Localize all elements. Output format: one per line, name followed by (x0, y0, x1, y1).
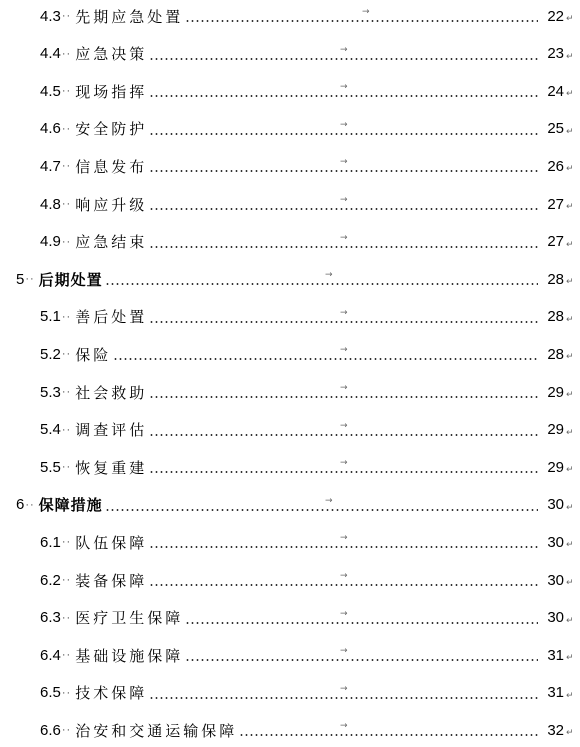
toc-entry-number: 4.4 (40, 45, 61, 63)
toc-entry-page-number: 27 (547, 195, 564, 213)
paragraph-mark-icon: ↵ (566, 89, 574, 100)
toc-entry-5[interactable] (0, 265, 580, 293)
toc-entry-6-3[interactable] (0, 604, 580, 632)
toc-entry-4-5[interactable] (0, 77, 580, 105)
toc-entry-title: 技术保障 (75, 684, 148, 703)
toc-entry-page-number: 28 (547, 308, 564, 326)
toc-entry-separator: ·· (61, 160, 72, 173)
toc-entry-page-number: 30 (547, 533, 564, 551)
paragraph-mark-icon: ↵ (566, 615, 574, 626)
toc-entry-5-3[interactable] (0, 378, 580, 406)
toc-entry-separator: ·· (61, 611, 72, 624)
toc-entry-separator: ·· (25, 498, 35, 511)
toc-entry-separator: ·· (61, 649, 72, 662)
toc-entry-page-number: 30 (547, 496, 564, 514)
toc-entry-number: 4.8 (40, 195, 61, 213)
toc-entry-number: 6.4 (40, 646, 61, 664)
tab-mark-icon: → (340, 646, 348, 657)
toc-entry-separator: ·· (25, 273, 35, 286)
dot-leader (149, 533, 538, 551)
dot-leader (149, 421, 538, 439)
toc-entry-separator: ·· (61, 574, 72, 586)
toc-entry-number: 4.7 (40, 157, 61, 175)
toc-entry-5-4[interactable] (0, 416, 580, 444)
toc-entry-title: 先期应急处置 (75, 7, 184, 26)
dot-leader (105, 270, 538, 288)
paragraph-mark-icon: ↵ (566, 540, 574, 551)
dot-leader (149, 571, 538, 589)
toc-entry-6-6[interactable] (0, 716, 580, 744)
toc-entry-title: 保障措施 (38, 496, 103, 515)
tab-mark-icon: → (325, 270, 333, 281)
toc-entry-page-number: 32 (547, 721, 564, 739)
toc-entry-separator: ·· (61, 686, 72, 699)
toc-entry-6-5[interactable] (0, 679, 580, 707)
paragraph-mark-icon: ↵ (566, 164, 574, 175)
toc-entry-number: 6.6 (40, 721, 61, 739)
toc-entry-separator: ·· (61, 724, 72, 737)
toc-entry-title: 装备保障 (75, 571, 148, 590)
toc-entry-title: 治安和交通运输保障 (75, 721, 238, 740)
paragraph-mark-icon: ↵ (566, 502, 574, 513)
toc-entry-title: 基础设施保障 (75, 646, 184, 665)
tab-mark-icon: → (325, 495, 333, 506)
toc-entry-separator: ·· (61, 310, 72, 323)
toc-entry-separator: ·· (61, 423, 72, 436)
toc-entry-number: 6.3 (40, 609, 61, 627)
toc-entry-page-number: 29 (547, 458, 564, 476)
tab-mark-icon: → (340, 195, 348, 205)
toc-entry-number: 6.1 (40, 533, 61, 551)
tab-mark-icon: → (340, 345, 348, 356)
paragraph-mark-icon: ↵ (566, 427, 574, 438)
paragraph-mark-icon: ↵ (566, 51, 574, 62)
toc-entry-title: 应急结束 (75, 233, 148, 252)
tab-mark-icon: → (340, 420, 348, 431)
toc-entry-number: 6.2 (40, 571, 61, 589)
dot-leader (105, 496, 538, 514)
tab-mark-icon: → (340, 157, 348, 168)
dot-leader (149, 45, 538, 63)
toc-entry-page-number: 31 (547, 684, 564, 702)
paragraph-mark-icon: ↵ (566, 239, 574, 250)
toc-entry-4-3[interactable] (0, 2, 580, 30)
paragraph-mark-icon: ↵ (566, 465, 574, 476)
dot-leader (185, 7, 538, 25)
toc-entry-page-number: 29 (547, 383, 564, 401)
toc-entry-number: 5.5 (40, 458, 61, 476)
toc-entry-separator: ·· (61, 47, 72, 60)
toc-entry-number: 4.3 (40, 7, 61, 25)
dot-leader (149, 458, 538, 476)
toc-entry-4-9[interactable] (0, 228, 580, 256)
paragraph-mark-icon: ↵ (566, 653, 574, 664)
toc-entry-page-number: 31 (547, 646, 564, 664)
dot-leader (149, 684, 538, 702)
toc-entry-5-1[interactable] (0, 303, 580, 331)
toc-entry-page-number: 26 (547, 157, 564, 175)
toc-entry-title: 现场指挥 (75, 82, 148, 101)
toc-entry-number: 5.3 (40, 383, 61, 401)
dot-leader (149, 308, 538, 326)
dot-leader (149, 157, 538, 175)
paragraph-mark-icon: ↵ (566, 126, 574, 137)
toc-entry-number: 4.6 (40, 120, 61, 138)
dot-leader (149, 120, 538, 138)
paragraph-mark-icon: ↵ (566, 14, 574, 24)
toc-entry-page-number: 29 (547, 421, 564, 439)
toc-entry-title: 社会救助 (75, 383, 148, 402)
toc-entry-4-6[interactable] (0, 115, 580, 143)
dot-leader (239, 721, 538, 739)
tab-mark-icon: → (340, 458, 348, 469)
toc-entry-title: 后期处置 (38, 270, 103, 289)
dot-leader (149, 383, 538, 401)
tab-mark-icon: → (362, 7, 370, 17)
toc-entry-separator: ·· (61, 461, 72, 474)
toc-entry-number: 5.4 (40, 421, 61, 439)
toc-entry-page-number: 28 (547, 270, 564, 288)
toc-entry-separator: ·· (61, 235, 72, 248)
toc-entry-number: 6.5 (40, 684, 61, 702)
tab-mark-icon: → (340, 571, 348, 581)
toc-entry-title: 调查评估 (75, 421, 148, 440)
toc-entry-number: 4.9 (40, 233, 61, 251)
toc-entry-number: 5.2 (40, 345, 61, 363)
paragraph-mark-icon: ↵ (566, 314, 574, 325)
tab-mark-icon: → (340, 232, 348, 243)
tab-mark-icon: → (340, 307, 348, 318)
tab-mark-icon: → (340, 119, 348, 130)
toc-entry-6-2[interactable] (0, 566, 580, 594)
toc-entry-separator: ·· (61, 386, 72, 398)
dot-leader (185, 609, 538, 627)
toc-entry-page-number: 24 (547, 82, 564, 100)
toc-entry-number: 4.5 (40, 82, 61, 100)
tab-mark-icon: → (340, 44, 348, 55)
dot-leader (149, 195, 538, 213)
toc-entry-page-number: 27 (547, 233, 564, 251)
toc-entry-6-1[interactable] (0, 528, 580, 556)
paragraph-mark-icon: ↵ (566, 202, 574, 212)
paragraph-mark-icon: ↵ (566, 578, 574, 588)
toc-entry-separator: ·· (61, 348, 72, 361)
tab-mark-icon: → (340, 721, 348, 732)
toc-entry-number: 6 (16, 496, 25, 514)
toc-entry-6[interactable] (0, 491, 580, 519)
toc-entry-page-number: 30 (547, 609, 564, 627)
toc-entry-title: 响应升级 (75, 195, 148, 214)
toc-entry-title: 应急决策 (75, 45, 148, 64)
toc-entry-4-4[interactable] (0, 40, 580, 68)
toc-entry-title: 恢复重建 (75, 458, 148, 477)
toc-entry-5-2[interactable] (0, 340, 580, 368)
toc-entry-separator: ·· (61, 10, 72, 22)
toc-entry-title: 信息发布 (75, 157, 148, 176)
toc-entry-separator: ·· (61, 198, 72, 210)
toc-entry-title: 队伍保障 (75, 533, 148, 552)
paragraph-mark-icon: ↵ (566, 352, 574, 363)
toc-entry-title: 医疗卫生保障 (75, 609, 184, 628)
paragraph-mark-icon: ↵ (566, 277, 574, 288)
tab-mark-icon: → (340, 533, 348, 544)
dot-leader (113, 345, 538, 363)
tab-mark-icon: → (340, 683, 348, 694)
paragraph-mark-icon: ↵ (566, 390, 574, 400)
dot-leader (185, 646, 538, 664)
toc-entry-page-number: 25 (547, 120, 564, 138)
toc-entry-separator: ·· (61, 536, 72, 549)
toc-entry-page-number: 28 (547, 345, 564, 363)
toc-entry-5-5[interactable] (0, 453, 580, 481)
dot-leader (149, 82, 538, 100)
toc-entry-4-7[interactable] (0, 152, 580, 180)
toc-entry-4-8[interactable] (0, 190, 580, 218)
tab-mark-icon: → (340, 82, 348, 93)
toc-entry-title: 保险 (75, 345, 112, 364)
tab-mark-icon: → (340, 608, 348, 619)
paragraph-mark-icon: ↵ (566, 728, 574, 739)
toc-entry-6-4[interactable] (0, 641, 580, 669)
toc-entry-number: 5.1 (40, 308, 61, 326)
toc-entry-page-number: 22 (547, 7, 564, 25)
toc-entry-title: 安全防护 (75, 120, 148, 139)
toc-entry-number: 5 (16, 270, 25, 288)
toc-entry-separator: ·· (61, 122, 72, 135)
toc-entry-page-number: 23 (547, 45, 564, 63)
paragraph-mark-icon: ↵ (566, 690, 574, 701)
dot-leader (149, 233, 538, 251)
toc-entry-page-number: 30 (547, 571, 564, 589)
toc-entry-title: 善后处置 (75, 308, 148, 327)
toc-entry-separator: ·· (61, 85, 72, 98)
tab-mark-icon: → (340, 383, 348, 393)
